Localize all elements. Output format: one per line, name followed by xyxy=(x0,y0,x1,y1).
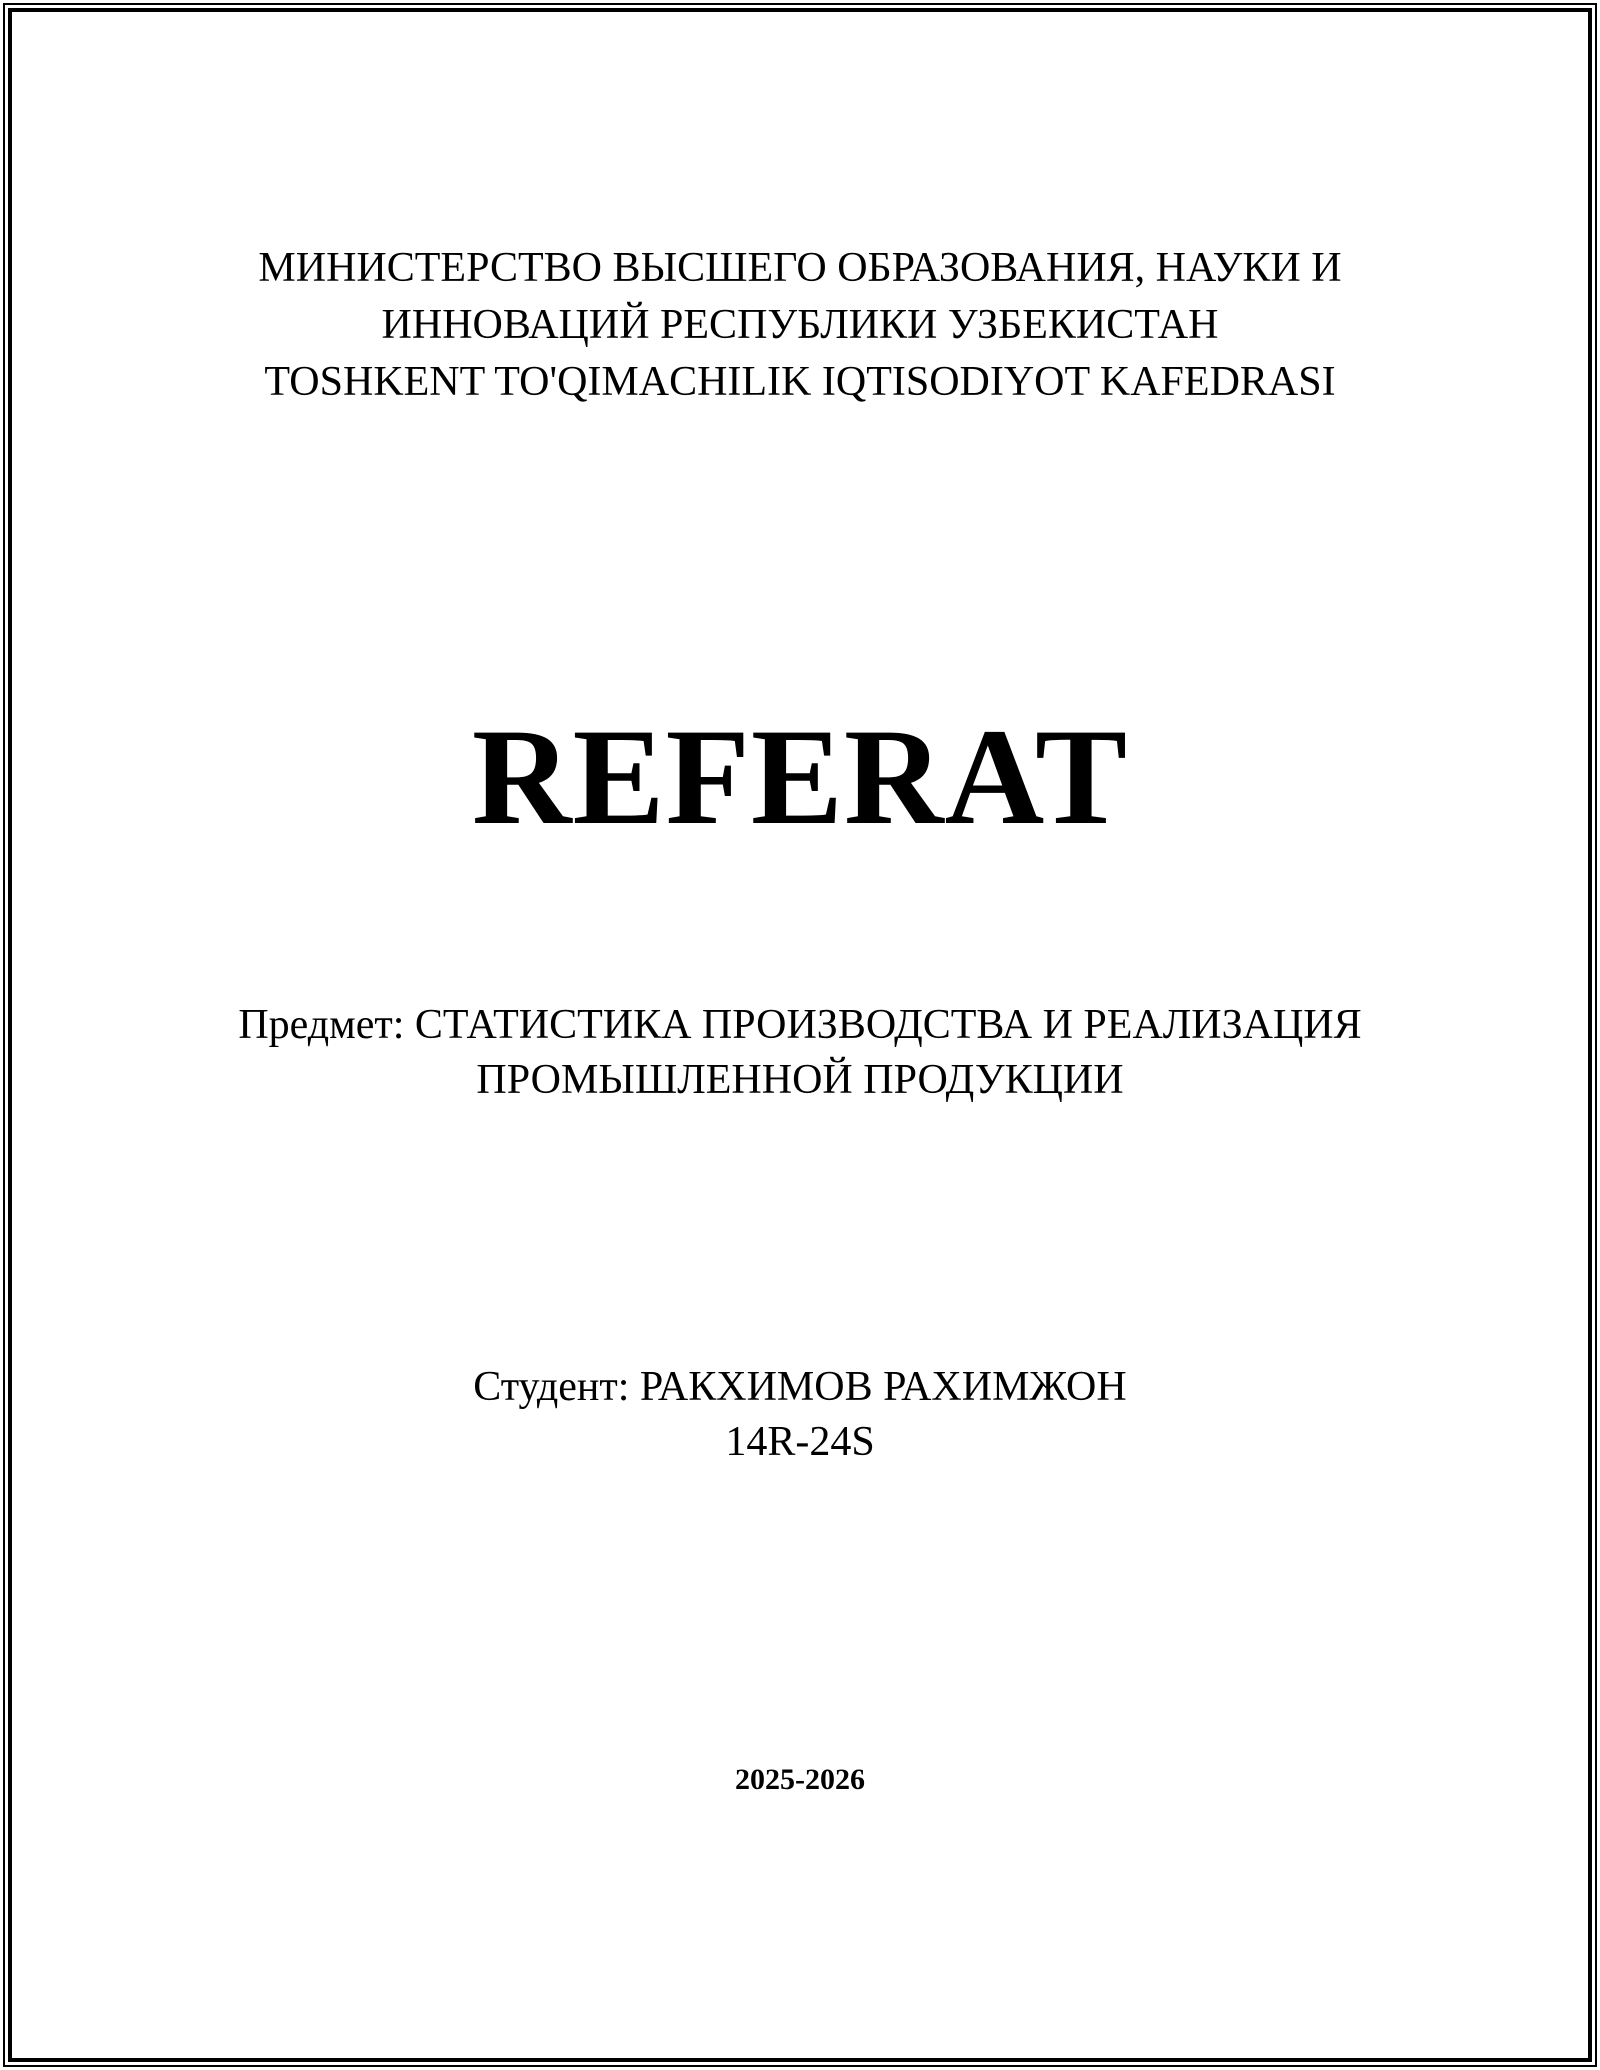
student-block xyxy=(0,1360,1600,1470)
student-name-line: Студент: РАКХИМОВ РАХИМЖОН xyxy=(473,1364,1127,1410)
department-header-line: TOSHKENT TO'QIMACHILIK IQTISODIYOT KAFEDRASI xyxy=(264,359,1336,405)
ministry-header-line-2: ИННОВАЦИЙ РЕСПУБЛИКИ УЗБЕКИСТАН xyxy=(381,302,1219,348)
document-title: REFERAT xyxy=(471,700,1129,853)
ministry-header-line-1: МИНИСТЕРСТВО ВЫСШЕГО ОБРАЗОВАНИЯ, НАУКИ И xyxy=(258,245,1342,291)
ministry-header xyxy=(0,240,1600,411)
subject-block xyxy=(0,998,1600,1108)
student-group: 14R-24S xyxy=(725,1419,875,1465)
subject-line-1: Предмет: СТАТИСТИКА ПРОИЗВОДСТВА И РЕАЛИЗАЦИЯ xyxy=(238,1002,1362,1048)
academic-year: 2025-2026 xyxy=(735,1763,865,1796)
subject-line-2: ПРОМЫШЛЕННОЙ ПРОДУКЦИИ xyxy=(476,1057,1124,1103)
